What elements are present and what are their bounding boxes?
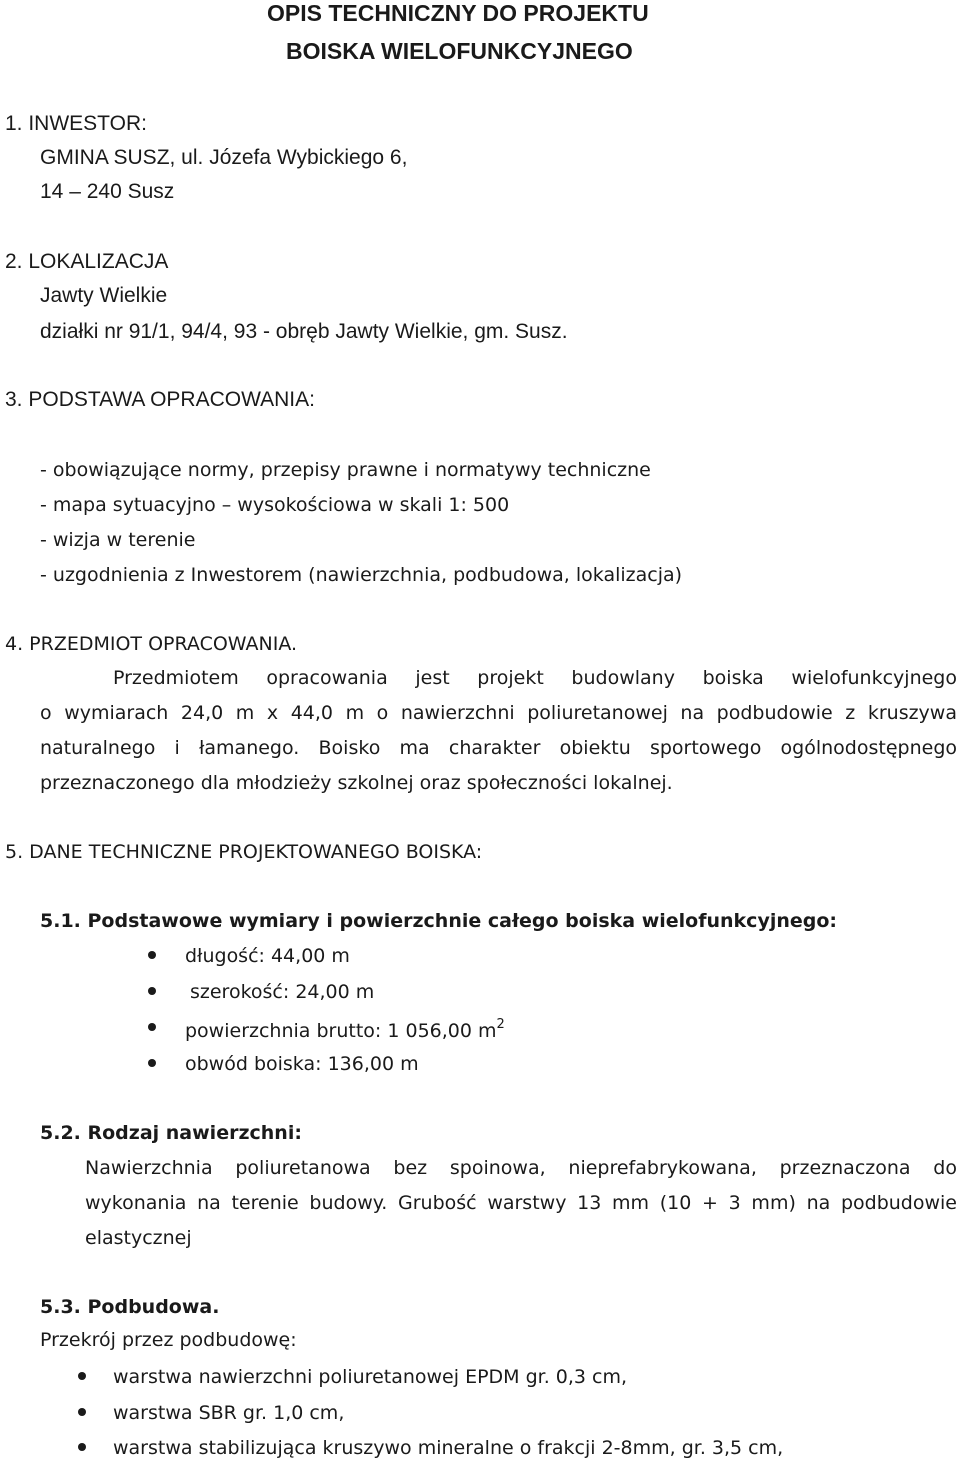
location-name: Jawty Wielkie bbox=[40, 284, 168, 307]
doc-title-line2: BOISKA WIELOFUNKCYJNEGO bbox=[286, 38, 633, 64]
section-4-heading: 4. PRZEDMIOT OPRACOWANIA. bbox=[5, 633, 298, 655]
investor-name: GMINA SUSZ, ul. Józefa Wybickiego 6, bbox=[40, 146, 408, 169]
dimension-item: szerokość: 24,00 m bbox=[190, 981, 375, 1003]
section-2-heading: 2. LOKALIZACJA bbox=[5, 250, 169, 273]
section-5-heading: 5. DANE TECHNICZNE PROJEKTOWANEGO BOISKA: bbox=[5, 841, 483, 863]
section-5-3-heading: 5.3. Podbudowa. bbox=[40, 1296, 220, 1318]
subject-paragraph-line: o wymiarach 24,0 m x 44,0 m o nawierzchni poliuretanowej na podbudowie z kruszywa bbox=[40, 702, 957, 724]
dimension-item: obwód boiska: 136,00 m bbox=[185, 1053, 419, 1075]
section-5-1-heading: 5.1. Podstawowe wymiary i powierzchnie całego boiska wielofunkcyjnego: bbox=[40, 910, 838, 932]
bullet-icon bbox=[148, 1059, 156, 1067]
dimension-item: długość: 44,00 m bbox=[185, 945, 350, 967]
layer-item: warstwa SBR gr. 1,0 cm, bbox=[113, 1402, 345, 1424]
layer-item: warstwa nawierzchni poliuretanowej EPDM gr. 0,3 cm, bbox=[113, 1366, 628, 1388]
section-5-2-heading: 5.2. Rodzaj nawierzchni: bbox=[40, 1122, 302, 1144]
bullet-icon bbox=[148, 951, 156, 959]
investor-postcode: 14 – 240 Susz bbox=[40, 180, 175, 203]
surface-paragraph-line: elastycznej bbox=[85, 1227, 192, 1249]
section-1-heading: 1. INWESTOR: bbox=[5, 112, 147, 135]
bullet-icon bbox=[78, 1443, 86, 1451]
subject-paragraph-line: Przedmiotem opracowania jest projekt budowlany boiska wielofunkcyjnego bbox=[113, 667, 957, 689]
basis-item: - wizja w terenie bbox=[40, 529, 196, 551]
surface-paragraph-line: wykonania na terenie budowy. Grubość warstwy 13 mm (10 + 3 mm) na podbudowie bbox=[85, 1192, 957, 1214]
layer-item: warstwa stabilizująca kruszywo mineralne o frakcji 2-8mm, gr. 3,5 cm, bbox=[113, 1437, 784, 1459]
bullet-icon bbox=[78, 1372, 86, 1380]
subject-paragraph-line: przeznaczonego dla młodzieży szkolnej oraz społeczności lokalnej. bbox=[40, 772, 673, 794]
basis-item: - mapa sytuacyjno – wysokościowa w skali 1: 500 bbox=[40, 494, 510, 516]
cross-section-intro: Przekrój przez podbudowę: bbox=[40, 1329, 297, 1351]
area-text: powierzchnia brutto: 1 056,00 m bbox=[185, 1020, 497, 1042]
bullet-icon bbox=[148, 987, 156, 995]
section-3-heading: 3. PODSTAWA OPRACOWANIA: bbox=[5, 388, 315, 411]
dimension-item bbox=[185, 1017, 505, 1042]
subject-paragraph-line: naturalnego i łamanego. Boisko ma charakter obiektu sportowego ogólnodostępnego bbox=[40, 737, 957, 759]
basis-item: - uzgodnienia z Inwestorem (nawierzchnia, podbudowa, lokalizacja) bbox=[40, 564, 683, 586]
bullet-icon bbox=[148, 1023, 156, 1031]
location-plots: działki nr 91/1, 94/4, 93 - obręb Jawty Wielkie, gm. Susz. bbox=[40, 320, 568, 343]
bullet-icon bbox=[78, 1408, 86, 1416]
basis-item: - obowiązujące normy, przepisy prawne i normatywy techniczne bbox=[40, 459, 651, 481]
doc-title-line1: OPIS TECHNICZNY DO PROJEKTU bbox=[267, 0, 649, 26]
area-unit-superscript: 2 bbox=[496, 1017, 505, 1032]
surface-paragraph-line: Nawierzchnia poliuretanowa bez spoinowa, nieprefabrykowana, przeznaczona do bbox=[85, 1157, 957, 1179]
